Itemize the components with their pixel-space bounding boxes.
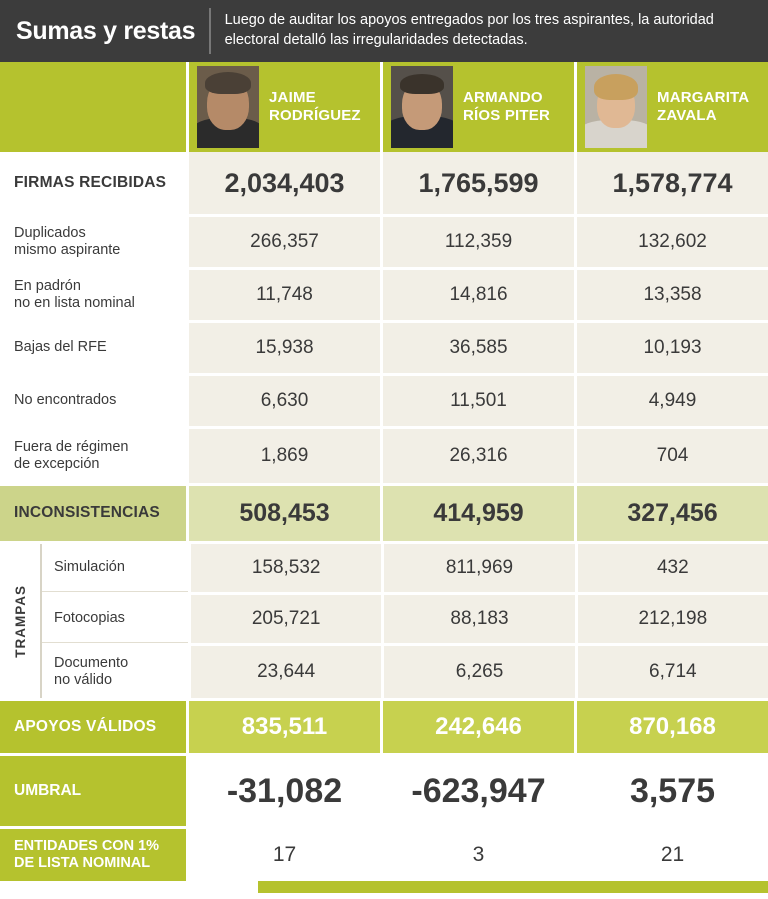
candidate-name-line1: JAIME: [269, 89, 316, 106]
candidate-name: [463, 89, 550, 125]
candidate-column-margarita-zavala: [574, 62, 768, 152]
table-row: [0, 756, 768, 829]
row-value: 132,602: [574, 217, 768, 267]
portrait-jaime-rodriguez: [197, 66, 259, 148]
row-label: UMBRAL: [0, 756, 186, 826]
candidate-name-line1: ARMANDO: [463, 89, 543, 106]
footer-bar-right: [258, 881, 768, 893]
portrait-armando-rios-piter: [391, 66, 453, 148]
row-label: INCONSISTENCIAS: [0, 486, 186, 541]
trampas-group-label: [0, 544, 42, 698]
row-value: 21: [574, 829, 768, 881]
row-value: 11,748: [186, 270, 380, 320]
trampas-group-label-text: TRAMPAS: [12, 584, 28, 658]
row-value: 414,959: [380, 486, 574, 541]
candidate-name: [657, 89, 749, 125]
row-label-line1: En padrón: [14, 277, 81, 294]
row-value: 6,265: [381, 646, 574, 698]
row-value: 3,575: [574, 756, 768, 826]
row-label-line1: ENTIDADES CON 1%: [14, 838, 160, 855]
row-value: 870,168: [574, 701, 768, 753]
row-value: 10,193: [574, 323, 768, 373]
row-label-line2: no en lista nominal: [14, 295, 135, 311]
row-label-line2: mismo aspirante: [14, 242, 121, 258]
row-label: APOYOS VÁLIDOS: [0, 701, 186, 753]
header-subtitle: Luego de auditar los apoyos entregados por los tres aspirantes, la autoridad electoral detalló las irregularidades detectadas.: [224, 12, 714, 48]
row-value: 1,869: [186, 429, 380, 483]
table-row: [0, 829, 768, 881]
row-value: 23,644: [188, 646, 381, 698]
row-value: 212,198: [575, 595, 768, 643]
row-label-line1: Fuera de régimen: [14, 438, 129, 455]
row-value: 6,630: [186, 376, 380, 426]
candidate-name-line2: ZAVALA: [657, 107, 717, 124]
row-value: 1,765,599: [380, 152, 574, 214]
row-label: [0, 829, 186, 881]
row-value: 704: [574, 429, 768, 483]
row-value: 205,721: [188, 595, 381, 643]
table-row: [0, 270, 768, 323]
row-label-line2: DE LISTA NOMINAL: [14, 855, 151, 871]
row-label: [0, 429, 186, 483]
row-value: 17: [186, 829, 380, 881]
row-value: 88,183: [381, 595, 574, 643]
row-value: 11,501: [380, 376, 574, 426]
row-label: No encontrados: [0, 376, 186, 426]
data-table: [0, 152, 768, 881]
table-row: [0, 323, 768, 376]
row-value: 3: [380, 829, 574, 881]
row-label-line2: de excepción: [14, 456, 100, 472]
row-value: 508,453: [186, 486, 380, 541]
row-label: [0, 270, 186, 320]
row-value: 835,511: [186, 701, 380, 753]
table-row: [0, 152, 768, 217]
row-value: -31,082: [186, 756, 380, 826]
row-value: 26,316: [380, 429, 574, 483]
row-label-line1: Duplicados: [14, 224, 86, 241]
row-value: 432: [575, 544, 768, 592]
row-value: 112,359: [380, 217, 574, 267]
candidate-column-jaime-rodriguez: [186, 62, 380, 152]
row-label: [0, 217, 186, 267]
candidate-name-line2: RÍOS PITER: [463, 107, 551, 124]
header: [0, 0, 768, 62]
row-label-line2: no válido: [54, 672, 113, 688]
row-value: 13,358: [574, 270, 768, 320]
candidate-column-armando-rios-piter: [380, 62, 574, 152]
row-value: 242,646: [380, 701, 574, 753]
table-row: [0, 701, 768, 756]
row-label: Simulación: [42, 544, 188, 592]
row-label: Fotocopias: [42, 595, 188, 643]
candidate-name-line1: MARGARITA: [657, 89, 750, 106]
trampas-rows: [42, 544, 768, 698]
page-title: Sumas y restas: [16, 16, 196, 45]
table-row: [0, 429, 768, 486]
footer-bar-left: [0, 881, 258, 893]
row-label: FIRMAS RECIBIDAS: [0, 152, 186, 214]
table-row: [0, 486, 768, 544]
trampas-group: [0, 544, 768, 701]
portrait-margarita-zavala: [585, 66, 647, 148]
row-value: 1,578,774: [574, 152, 768, 214]
row-value: 158,532: [188, 544, 381, 592]
row-value: 36,585: [380, 323, 574, 373]
row-value: 2,034,403: [186, 152, 380, 214]
candidates-row: [0, 62, 768, 152]
table-row: [42, 595, 768, 646]
table-row: [42, 646, 768, 698]
row-value: 811,969: [381, 544, 574, 592]
row-value: 266,357: [186, 217, 380, 267]
row-value: 4,949: [574, 376, 768, 426]
candidates-label-spacer: [0, 62, 186, 152]
row-value: 6,714: [575, 646, 768, 698]
row-value: -623,947: [380, 756, 574, 826]
candidate-name-line2: RODRÍGUEZ: [269, 107, 361, 124]
table-row: [0, 217, 768, 270]
row-label: Bajas del RFE: [0, 323, 186, 373]
candidate-name: [269, 89, 361, 125]
row-value: 327,456: [574, 486, 768, 541]
row-label-line1: Documento: [54, 654, 129, 671]
table-row: [0, 376, 768, 429]
row-value: 15,938: [186, 323, 380, 373]
footer-bar: [0, 881, 768, 893]
table-row: [42, 544, 768, 595]
row-value: 14,816: [380, 270, 574, 320]
row-label: [42, 646, 188, 698]
